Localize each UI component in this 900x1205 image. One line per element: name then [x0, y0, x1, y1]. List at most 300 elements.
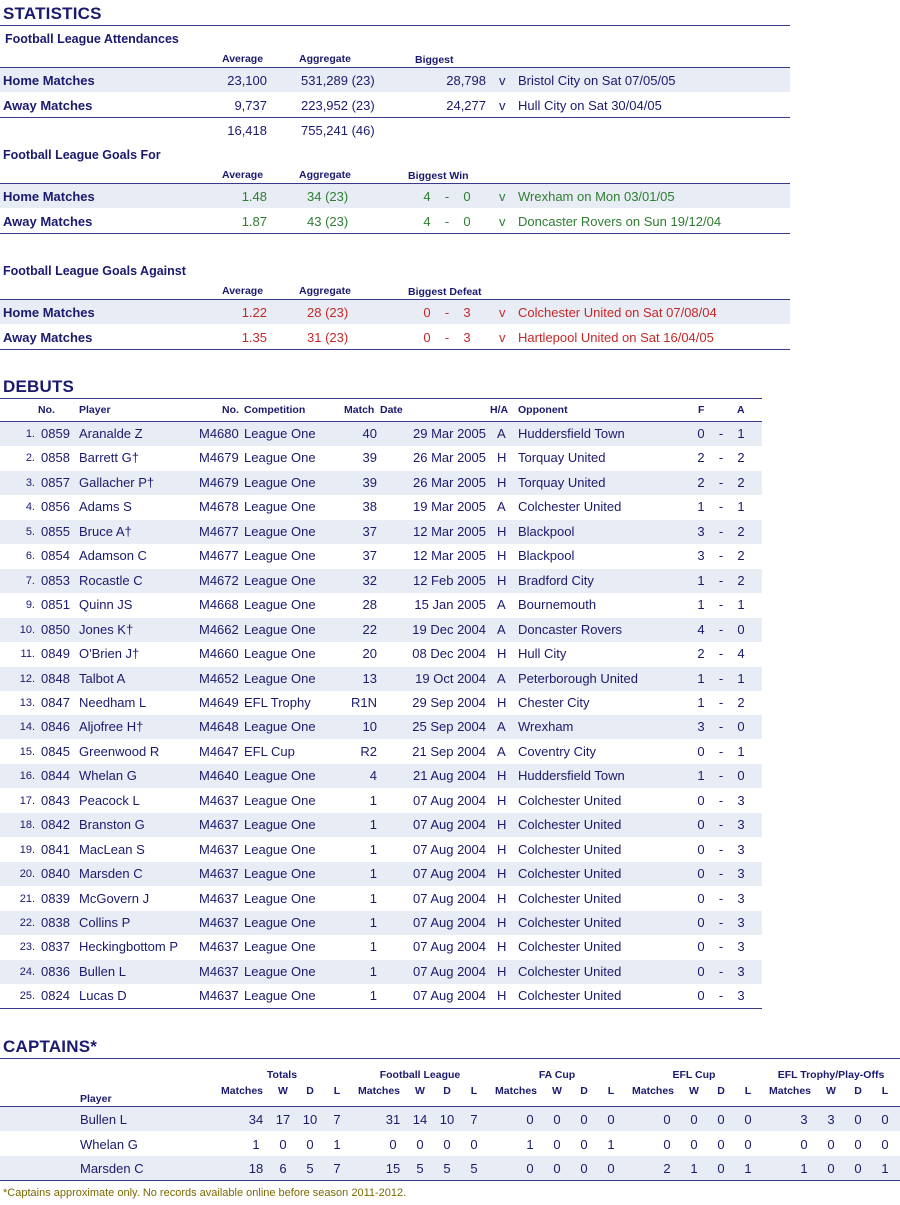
row-index: 6. [25, 550, 35, 563]
debut-row [0, 422, 762, 446]
row-index: 4. [25, 501, 35, 514]
match-number: M4677 [199, 548, 239, 564]
player-number: 0846 [41, 719, 70, 735]
competition: League One [244, 426, 316, 441]
home-away: H [497, 548, 507, 564]
row-index: 21. [19, 892, 35, 905]
player-number: 0840 [41, 866, 70, 882]
row-index: 14. [19, 721, 35, 734]
captain-row [0, 1132, 900, 1156]
row-index: 10. [19, 623, 35, 636]
captain-stat: 1 [526, 1136, 534, 1152]
opponent: Colchester United [518, 841, 622, 857]
date: 25 Sep 2004 [412, 719, 486, 735]
score-against: 3 [737, 792, 745, 808]
date: 21 Sep 2004 [412, 743, 486, 759]
debut-row [0, 960, 762, 984]
score-dash: - [718, 523, 724, 539]
captains-group-header: Totals [266, 1069, 298, 1081]
captain-stat: 0 [854, 1161, 862, 1176]
match-number: M4677 [199, 523, 239, 539]
debut-row [0, 935, 762, 959]
player-number: 0851 [41, 597, 70, 613]
score-dash: - [718, 768, 724, 784]
opponent: Colchester United [518, 817, 622, 833]
goals-for-header-aggregate: Aggregate [299, 169, 351, 181]
captain-stat: 1 [800, 1161, 808, 1176]
attendance-row-home [0, 68, 790, 92]
captain-stat: 5 [443, 1161, 451, 1176]
captains-column-header: Matches [357, 1085, 400, 1097]
captains-column-header: L [881, 1085, 889, 1097]
match: 28 [362, 597, 377, 613]
captain-stat: 1 [690, 1161, 698, 1176]
player-number: 0839 [41, 890, 70, 906]
captain-stat: 0 [854, 1112, 862, 1127]
goals-for-row-home [0, 184, 790, 208]
score-for: 0 [697, 890, 705, 906]
opponent: Colchester United [518, 963, 622, 979]
date: 19 Oct 2004 [415, 670, 486, 686]
competition: EFL Cup [244, 743, 295, 759]
match-number: M4652 [199, 670, 239, 686]
captain-stat: 1 [607, 1136, 615, 1152]
score-for: 3 [697, 548, 705, 564]
home-away: A [497, 621, 506, 637]
score-for: 1 [697, 597, 705, 613]
date: 12 Mar 2005 [413, 548, 486, 564]
score-dash: - [718, 694, 724, 710]
competition: League One [244, 621, 316, 637]
home-away: H [497, 866, 507, 882]
home-away: H [497, 646, 507, 662]
player-name: MacLean S [79, 841, 145, 857]
match-number: M4678 [199, 499, 239, 515]
opponent: Coventry City [518, 743, 597, 759]
opponent: Blackpool [518, 548, 575, 564]
captain-stat: 3 [800, 1112, 808, 1127]
captain-stat: 0 [279, 1136, 287, 1152]
attendance-header-average: Average [222, 53, 264, 65]
debut-row [0, 813, 762, 837]
opponent: Bradford City [518, 572, 594, 588]
captains-column-header: D [306, 1085, 314, 1097]
opponent: Hartlepool United on Sat 16/04/05 [518, 330, 714, 345]
home-away: H [497, 841, 507, 857]
row-index: 16. [19, 770, 35, 783]
debut-row [0, 667, 762, 691]
opponent: Colchester United [518, 988, 622, 1004]
date: 07 Aug 2004 [412, 963, 486, 979]
score-against: 2 [737, 548, 745, 564]
captain-stat: 1 [744, 1161, 752, 1176]
player-name: Aranalde Z [79, 426, 143, 441]
date: 29 Sep 2004 [412, 694, 486, 710]
match-number: M4637 [199, 866, 239, 882]
row-label: Home Matches [3, 73, 95, 88]
versus: v [499, 330, 506, 345]
player-name: Lucas D [79, 988, 127, 1004]
captain-stat: 0 [663, 1112, 671, 1127]
statistics-title-rule [0, 25, 790, 26]
date: 08 Dec 2004 [412, 646, 486, 662]
match-number: M4637 [199, 817, 239, 833]
match: 1 [369, 939, 377, 955]
captain-stat: 15 [385, 1161, 401, 1176]
competition: League One [244, 646, 316, 662]
score-dash: - [718, 426, 724, 441]
biggest: 28,798 [446, 73, 486, 88]
score-against: 3 [463, 330, 471, 345]
captains-column-header: W [415, 1085, 425, 1097]
match-number: M4679 [199, 474, 239, 490]
captain-stat: 0 [690, 1112, 698, 1127]
home-away: A [497, 719, 506, 735]
opponent: Wrexham [518, 719, 574, 735]
debut-row [0, 446, 762, 470]
player-name: Peacock L [79, 792, 140, 808]
debut-row [0, 715, 762, 739]
debut-row [0, 862, 762, 886]
competition: League One [244, 963, 316, 979]
date: 29 Mar 2005 [413, 426, 486, 441]
player-name: Whelan G [79, 768, 137, 784]
match: 39 [362, 450, 377, 466]
captains-header-player: Player [80, 1093, 112, 1105]
debut-row [0, 642, 762, 666]
date: 07 Aug 2004 [412, 817, 486, 833]
captains-column-header: D [854, 1085, 862, 1097]
match-number: M4668 [199, 597, 239, 613]
average: 9,737 [234, 98, 267, 113]
competition: League One [244, 474, 316, 490]
score-against: 3 [737, 817, 745, 833]
competition: EFL Trophy [244, 694, 311, 710]
score-dash: - [718, 548, 724, 564]
score-for: 4 [423, 214, 431, 229]
goals-against-header-biggest: Biggest Defeat [408, 286, 482, 298]
opponent: Doncaster Rovers [518, 621, 623, 637]
row-index: 24. [19, 965, 35, 978]
versus: v [499, 189, 506, 204]
goals-for-bottom-rule [0, 233, 790, 234]
captain-stat: 0 [416, 1136, 424, 1152]
score-for: 3 [697, 719, 705, 735]
match-number: M4648 [199, 719, 239, 735]
date: 07 Aug 2004 [412, 792, 486, 808]
date: 07 Aug 2004 [412, 939, 486, 955]
average: 1.48 [241, 189, 267, 204]
debut-row [0, 984, 762, 1008]
player-number: 0845 [41, 743, 70, 759]
captain-stat: 3 [827, 1112, 835, 1127]
opponent: Wrexham on Mon 03/01/05 [518, 189, 675, 204]
captain-stat: 7 [470, 1112, 478, 1127]
score-against: 4 [737, 646, 745, 662]
captain-stat: 0 [744, 1112, 752, 1127]
captain-stat: 1 [333, 1136, 341, 1152]
competition: League One [244, 915, 316, 930]
row-label: Home Matches [3, 189, 95, 204]
home-away: H [497, 939, 507, 955]
player-number: 0842 [41, 817, 70, 833]
captain-stat: 6 [279, 1161, 287, 1176]
goals-for-header-average: Average [222, 169, 264, 181]
opponent: Bristol City on Sat 07/05/05 [518, 73, 676, 88]
match: 20 [362, 646, 377, 662]
total-aggregate: 755,241 (46) [301, 123, 375, 138]
opponent: Bournemouth [518, 597, 597, 613]
match-number: M4662 [199, 621, 239, 637]
score-against: 3 [737, 890, 745, 906]
debut-row [0, 544, 762, 568]
player-number: 0856 [41, 499, 70, 515]
debuts-header-opponent: Opponent [518, 404, 568, 416]
captains-column-header: Matches [220, 1085, 263, 1097]
competition: League One [244, 719, 316, 735]
captain-stat: 0 [854, 1136, 862, 1152]
player-number: 0824 [41, 988, 70, 1004]
score-dash: - [444, 189, 450, 204]
date: 07 Aug 2004 [412, 915, 486, 930]
row-index: 12. [19, 672, 35, 685]
captain-stat: 5 [306, 1161, 314, 1176]
competition: League One [244, 817, 316, 833]
opponent: Hull City on Sat 30/04/05 [518, 98, 662, 113]
captain-stat: 0 [580, 1112, 588, 1127]
debut-row [0, 911, 762, 935]
competition: League One [244, 988, 316, 1004]
opponent: Peterborough United [518, 670, 638, 686]
home-away: A [497, 426, 506, 441]
captain-stat: 0 [690, 1136, 698, 1152]
row-index: 7. [25, 574, 35, 587]
average: 1.22 [241, 305, 267, 320]
opponent: Huddersfield Town [518, 426, 625, 441]
date: 19 Dec 2004 [412, 621, 486, 637]
debuts-header-no: No. [38, 404, 55, 416]
match-number: M4637 [199, 890, 239, 906]
score-dash: - [718, 474, 724, 490]
opponent: Torquay United [518, 474, 606, 490]
score-dash: - [444, 330, 450, 345]
captain-stat: 0 [607, 1112, 615, 1127]
row-index: 9. [25, 599, 35, 612]
score-for: 0 [697, 939, 705, 955]
debut-row [0, 789, 762, 813]
goals-for-row-away [0, 209, 790, 233]
player-number: 0859 [41, 426, 70, 441]
home-away: H [497, 890, 507, 906]
captain-stat: 0 [553, 1161, 561, 1176]
home-away: H [497, 768, 507, 784]
player-name: Greenwood R [79, 743, 160, 759]
home-away: H [497, 963, 507, 979]
opponent: Doncaster Rovers on Sun 19/12/04 [518, 214, 722, 229]
player-number: 0855 [41, 523, 70, 539]
score-dash: - [718, 621, 724, 637]
match-number: M4637 [199, 988, 239, 1004]
row-label: Away Matches [3, 330, 93, 345]
captain-stat: 0 [717, 1112, 725, 1127]
row-index: 25. [19, 990, 35, 1003]
debuts-bottom-rule [0, 1008, 762, 1009]
player-name: Needham L [79, 694, 147, 710]
captain-stat: 0 [827, 1161, 835, 1176]
opponent: Blackpool [518, 523, 575, 539]
match-number: M4640 [199, 768, 239, 784]
row-index: 11. [20, 648, 35, 661]
player-number: 0850 [41, 621, 70, 637]
row-index: 3. [25, 476, 35, 489]
debuts-title-rule [0, 398, 762, 399]
home-away: A [497, 670, 506, 686]
captains-column-header: Matches [631, 1085, 674, 1097]
debut-row [0, 887, 762, 911]
competition: League One [244, 939, 316, 955]
opponent: Huddersfield Town [518, 768, 625, 784]
competition: League One [244, 768, 316, 784]
player-name: Adamson C [79, 548, 147, 564]
captain-stat: 5 [416, 1161, 424, 1176]
score-dash: - [718, 866, 724, 882]
player-name: Adams S [79, 499, 132, 515]
opponent: Colchester United [518, 890, 622, 906]
date: 26 Mar 2005 [413, 450, 486, 466]
row-label: Away Matches [3, 98, 93, 113]
home-away: A [497, 597, 506, 613]
home-away: H [497, 915, 507, 930]
score-for: 0 [697, 963, 705, 979]
average: 1.35 [241, 330, 267, 345]
score-for: 0 [423, 330, 431, 345]
competition: League One [244, 523, 316, 539]
match: R1N [350, 694, 377, 710]
debuts-header-match-no: No. [222, 404, 239, 416]
player-name: Bullen L [79, 963, 126, 979]
score-against: 3 [463, 305, 471, 320]
score-against: 3 [737, 988, 745, 1004]
competition: League One [244, 597, 316, 613]
competition: League One [244, 792, 316, 808]
captain-stat: 7 [333, 1161, 341, 1176]
captain-stat: 10 [302, 1112, 318, 1127]
row-index: 2. [25, 452, 35, 465]
aggregate: 531,289 (23) [301, 73, 375, 88]
player-number: 0849 [41, 646, 70, 662]
score-dash: - [718, 817, 724, 833]
captain-stat: 2 [663, 1161, 671, 1176]
captain-stat: 0 [663, 1136, 671, 1152]
score-for: 2 [697, 474, 705, 490]
player-name: Talbot A [79, 670, 126, 686]
player-name: Heckingbottom P [79, 939, 178, 955]
score-dash: - [718, 450, 724, 466]
match-number: M4637 [199, 939, 239, 955]
match-number: M4647 [199, 743, 239, 759]
player-number: 0838 [41, 915, 70, 930]
row-index: 23. [19, 941, 35, 954]
captain-name: Bullen L [80, 1112, 127, 1127]
player-name: Collins P [79, 915, 131, 930]
opponent: Torquay United [518, 450, 606, 466]
player-name: McGovern J [79, 890, 150, 906]
match: 1 [369, 915, 377, 930]
date: 26 Mar 2005 [413, 474, 486, 490]
score-against: 2 [737, 694, 745, 710]
aggregate: 28 (23) [307, 305, 349, 320]
debut-row [0, 764, 762, 788]
captain-row [0, 1107, 900, 1131]
captains-column-header: W [278, 1085, 288, 1097]
row-index: 1. [25, 428, 35, 440]
player-number: 0841 [41, 841, 70, 857]
player-name: Rocastle C [79, 572, 143, 588]
score-dash: - [718, 792, 724, 808]
player-number: 0843 [41, 792, 70, 808]
versus: v [499, 214, 506, 229]
captain-stat: 0 [306, 1136, 314, 1152]
home-away: H [497, 572, 507, 588]
score-dash: - [718, 841, 724, 857]
score-for: 0 [697, 817, 705, 833]
score-dash: - [718, 499, 724, 515]
home-away: A [497, 743, 506, 759]
match: 1 [369, 866, 377, 882]
match: 22 [362, 621, 377, 637]
match-number: M4680 [199, 426, 239, 441]
row-index: 22. [19, 917, 35, 929]
home-away: H [497, 474, 507, 490]
score-against: 1 [737, 499, 745, 515]
player-number: 0847 [41, 694, 70, 710]
date: 12 Mar 2005 [413, 523, 486, 539]
captain-stat: 0 [881, 1136, 889, 1152]
captain-stat: 18 [248, 1161, 264, 1176]
captain-name: Marsden C [80, 1161, 144, 1176]
captains-group-header: Football League [379, 1069, 461, 1081]
score-for: 1 [697, 694, 705, 710]
date: 15 Jan 2005 [414, 597, 486, 613]
match: 1 [369, 988, 377, 1004]
opponent: Chester City [518, 694, 590, 710]
captains-column-header: L [607, 1085, 615, 1097]
score-against: 3 [737, 939, 745, 955]
debuts-header-f: F [698, 404, 705, 416]
goals-against-row-home [0, 300, 790, 324]
opponent: Colchester United [518, 939, 622, 955]
average: 23,100 [227, 73, 267, 88]
captain-stat: 14 [412, 1112, 428, 1127]
captain-stat: 0 [443, 1136, 451, 1152]
match: 13 [362, 670, 377, 686]
player-number: 0844 [41, 768, 70, 784]
captains-column-header: Matches [768, 1085, 811, 1097]
goals-against-title: Football League Goals Against [3, 264, 186, 278]
match: 10 [362, 719, 377, 735]
match: R2 [360, 743, 377, 759]
score-against: 1 [737, 743, 745, 759]
captains-column-header: W [689, 1085, 699, 1097]
score-for: 0 [697, 915, 705, 930]
score-against: 3 [737, 866, 745, 882]
score-for: 0 [697, 426, 705, 441]
score-dash: - [718, 988, 724, 1004]
score-against: 3 [737, 963, 745, 979]
captains-footnote: *Captains approximate only. No records available online before season 2011-2012. [3, 1187, 407, 1199]
captain-stat: 0 [580, 1136, 588, 1152]
aggregate: 43 (23) [307, 214, 349, 229]
